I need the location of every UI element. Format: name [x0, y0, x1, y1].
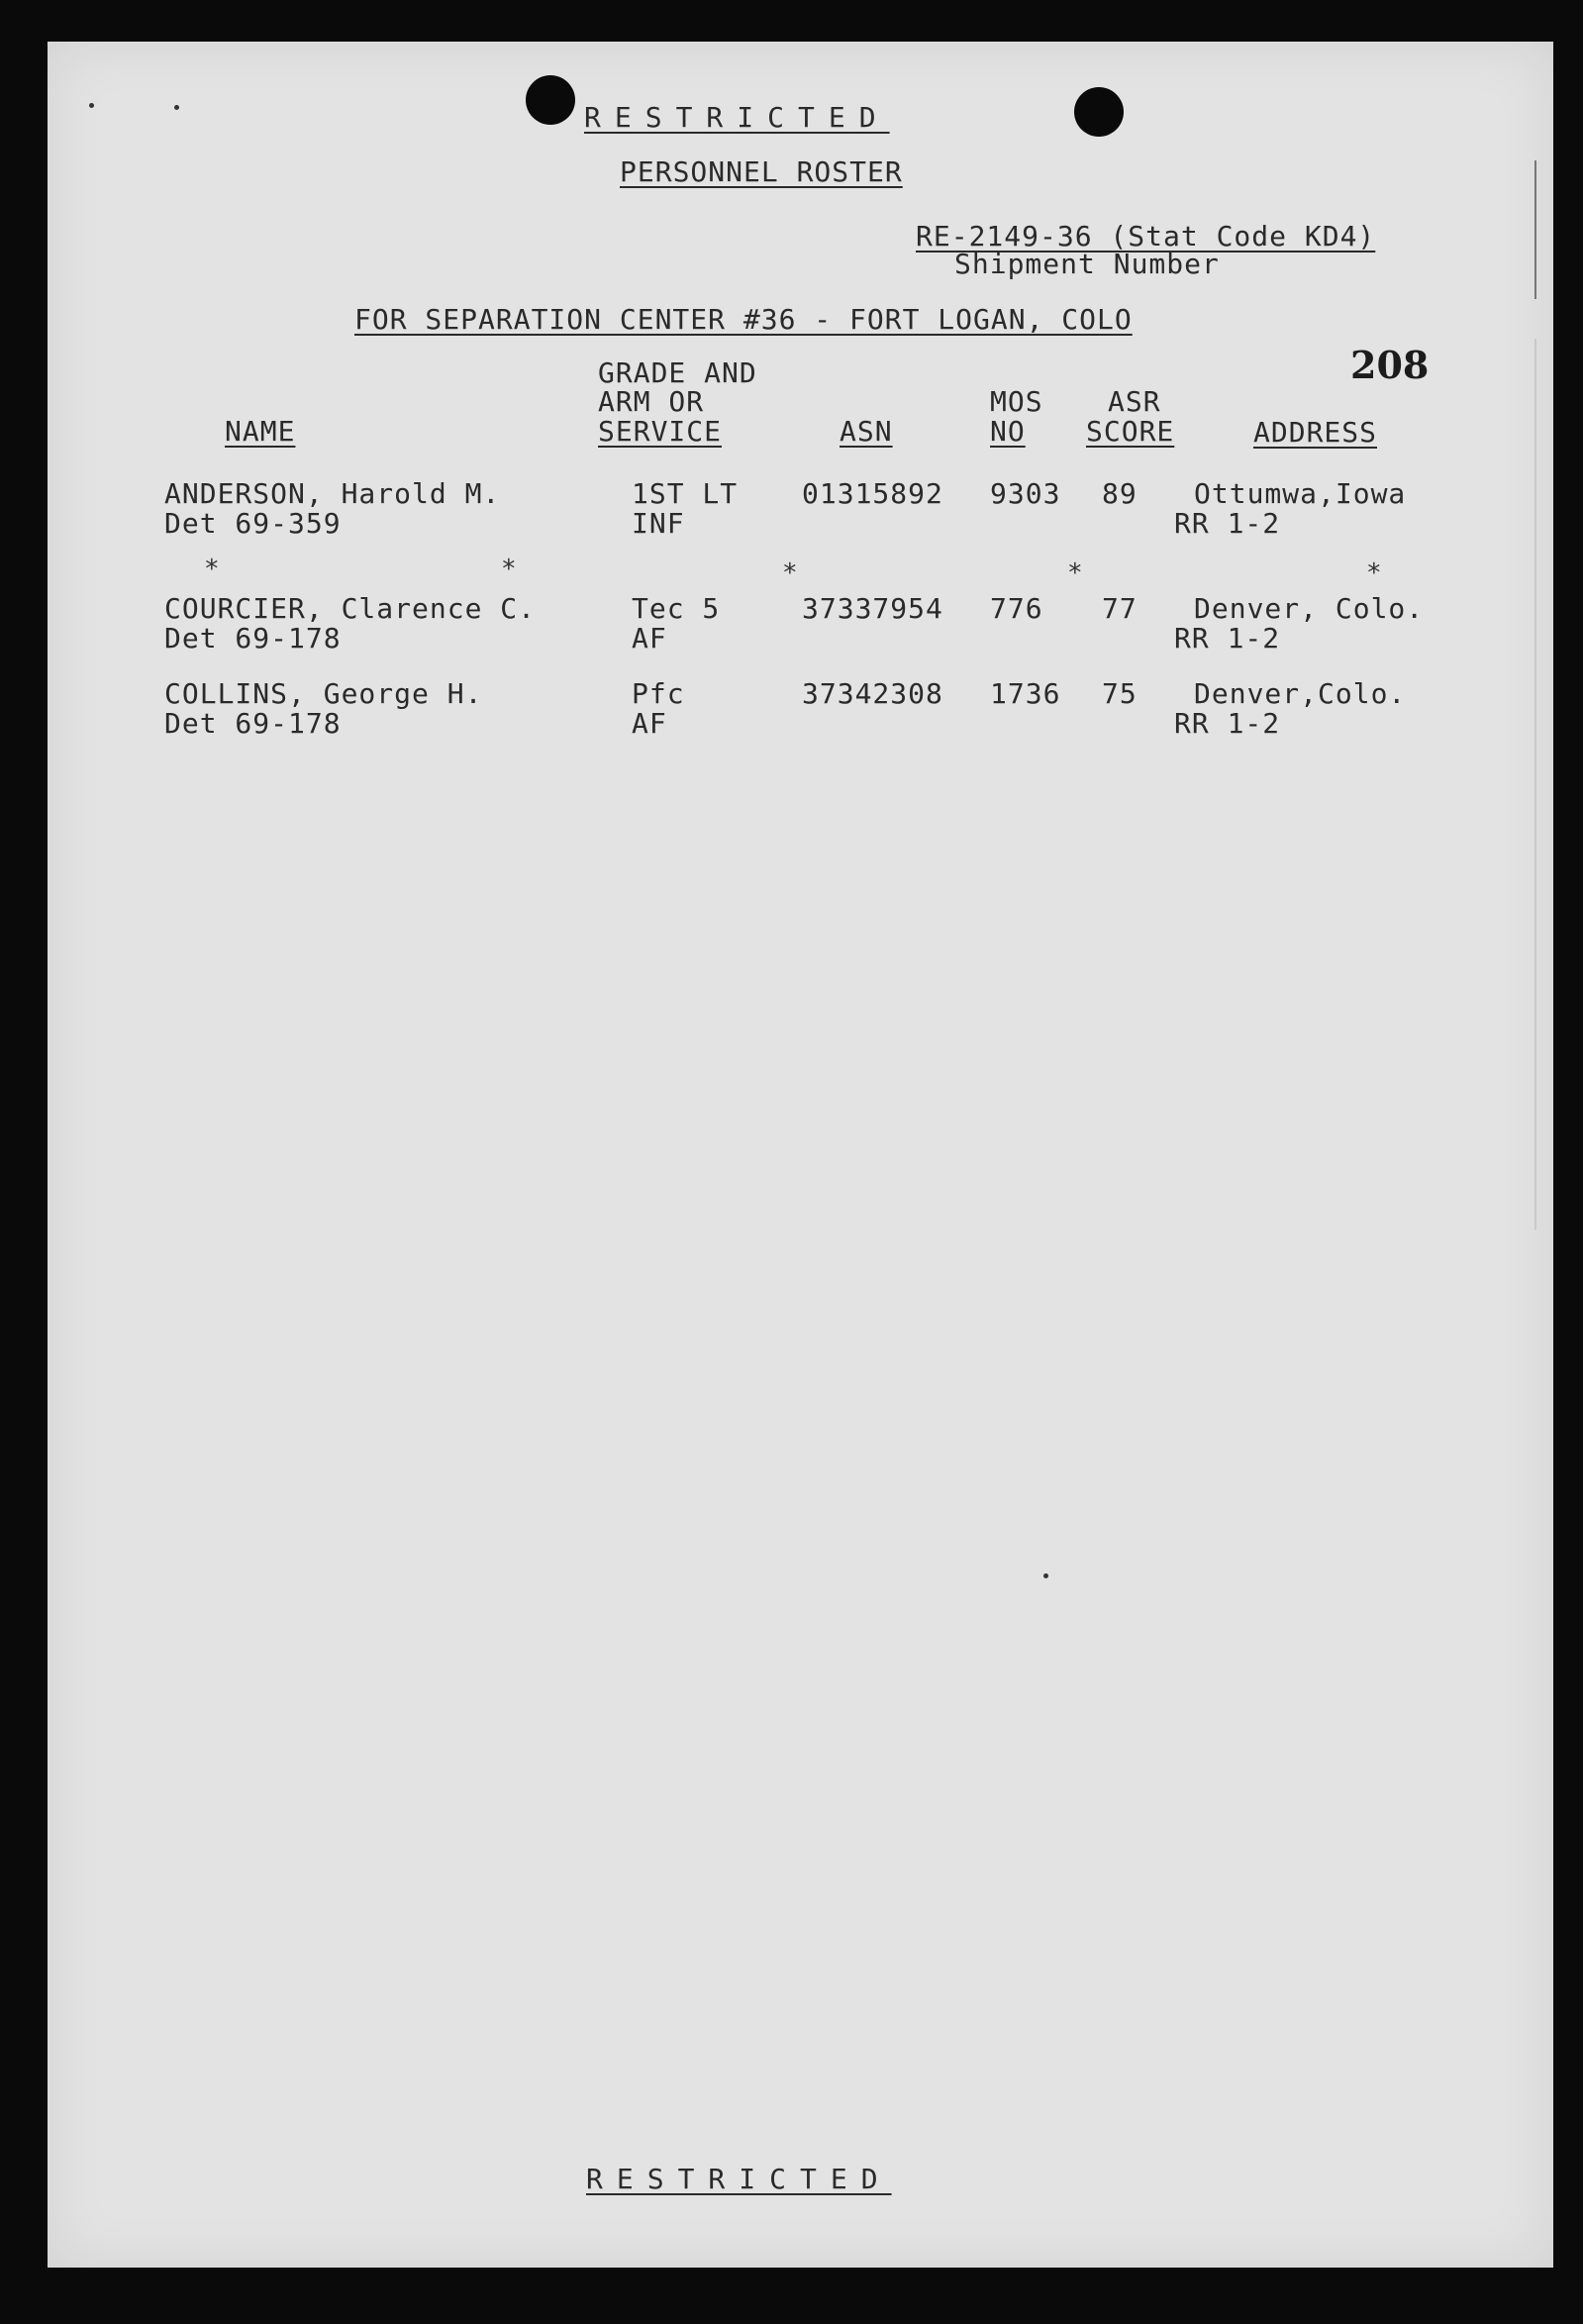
document-page [48, 42, 1553, 2268]
person-name: COURCIER, Clarence C. [164, 592, 537, 625]
column-header-asn: ASN [840, 415, 893, 448]
detachment: Det 69-178 [164, 622, 342, 655]
asterisk-mark: * [1366, 558, 1382, 588]
asterisk-mark: * [1067, 558, 1083, 588]
address-rr: RR 1-2 [1174, 707, 1281, 740]
column-header-grade-2: ARM OR [598, 385, 705, 418]
mos-number: 776 [990, 592, 1043, 625]
detachment: Det 69-178 [164, 707, 342, 740]
arm-service: INF [632, 507, 685, 540]
column-header-asr-1: ASR [1108, 385, 1161, 418]
asn: 01315892 [802, 477, 943, 510]
address-rr: RR 1-2 [1174, 507, 1281, 540]
person-name: ANDERSON, Harold M. [164, 477, 501, 510]
ink-speck [89, 103, 94, 108]
classification-footer: RESTRICTED [586, 2163, 892, 2195]
column-header-mos-2: NO [990, 415, 1026, 448]
asn: 37337954 [802, 592, 943, 625]
document-title: PERSONNEL ROSTER [620, 155, 903, 188]
classification-header: RESTRICTED [584, 101, 890, 134]
asterisk-mark: * [782, 558, 798, 588]
separation-center: FOR SEPARATION CENTER #36 - FORT LOGAN, COLO [354, 303, 1133, 336]
asr-score: 75 [1102, 677, 1138, 710]
grade: Tec 5 [632, 592, 721, 625]
column-header-grade-1: GRADE AND [598, 356, 757, 389]
shipment-code: RE-2149-36 (Stat Code KD4) [916, 220, 1376, 253]
arm-service: AF [632, 622, 667, 655]
asn: 37342308 [802, 677, 943, 710]
address-rr: RR 1-2 [1174, 622, 1281, 655]
mos-number: 9303 [990, 477, 1061, 510]
column-header-asr-2: SCORE [1086, 415, 1175, 448]
punch-hole-right [1074, 87, 1124, 137]
mos-number: 1736 [990, 677, 1061, 710]
asr-score: 77 [1102, 592, 1138, 625]
page-edge-line [1534, 339, 1536, 1230]
punch-hole-left [526, 75, 575, 125]
shipment-label: Shipment Number [954, 248, 1220, 280]
grade: Pfc [632, 677, 685, 710]
asterisk-mark: * [501, 555, 517, 584]
page-edge-line [1534, 160, 1536, 299]
address: Denver, Colo. [1194, 592, 1425, 625]
arm-service: AF [632, 707, 667, 740]
asr-score: 89 [1102, 477, 1138, 510]
grade: 1ST LT [632, 477, 739, 510]
ink-speck [1043, 1573, 1048, 1578]
address: Denver,Colo. [1194, 677, 1407, 710]
asterisk-mark: * [204, 555, 220, 584]
address: Ottumwa,Iowa [1194, 477, 1407, 510]
person-name: COLLINS, George H. [164, 677, 483, 710]
column-header-name: NAME [225, 415, 296, 448]
column-header-address: ADDRESS [1253, 416, 1378, 449]
column-header-grade-3: SERVICE [598, 415, 723, 448]
ink-speck [174, 105, 179, 110]
page-number: 208 [1350, 343, 1430, 387]
detachment: Det 69-359 [164, 507, 342, 540]
column-header-mos-1: MOS [990, 385, 1043, 418]
